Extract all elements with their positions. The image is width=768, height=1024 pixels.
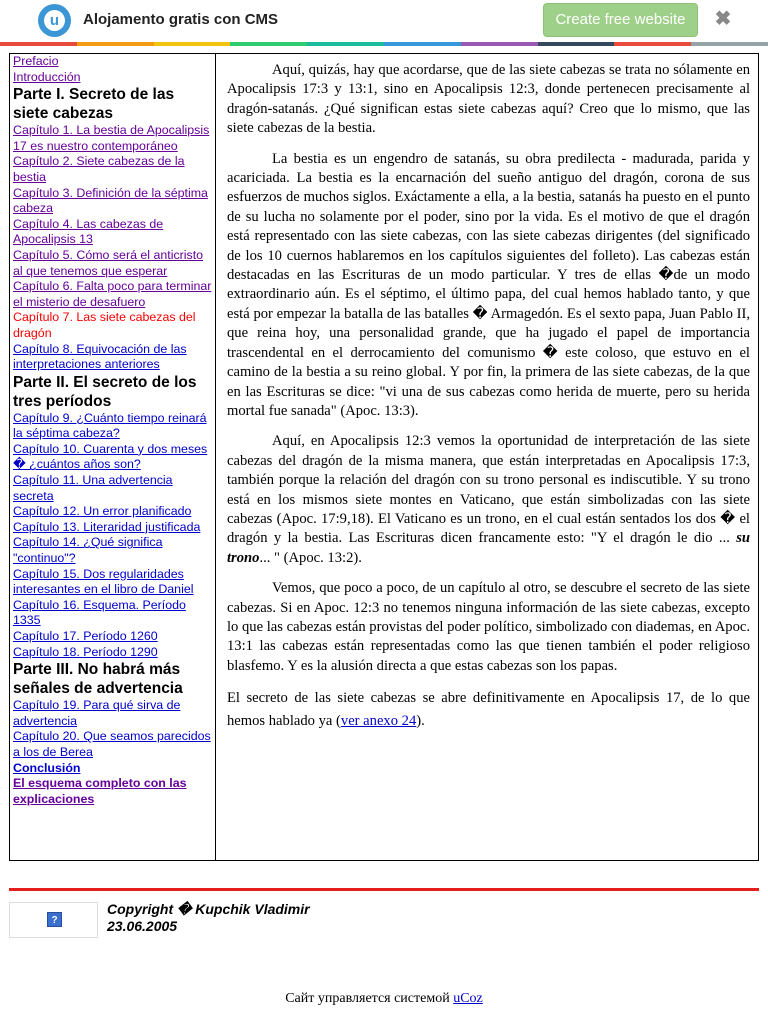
copyright-text: Copyright � Kupchik Vladimir [107, 901, 310, 917]
stripe-segment [307, 42, 384, 46]
paragraph-3 [227, 432, 750, 568]
close-icon[interactable]: ✖ [714, 8, 732, 30]
chapter-text [227, 61, 750, 744]
toc-prefacio[interactable]: Prefacio [13, 54, 59, 68]
toc-chapter-5[interactable]: Capítulo 5. Cómo será el anticristo al que tenemos que esperar [13, 247, 204, 278]
powered-by-ucoz [0, 990, 768, 1008]
stripe-segment [77, 42, 154, 46]
toc-chapter-9[interactable]: Capítulo 9. ¿Cuánto tiempo reinará la séptima cabeza? [13, 410, 207, 441]
toc-part-3-heading: Parte III. No habrá más señales de advertencia [13, 661, 183, 698]
logo-letter: u [44, 10, 65, 31]
paragraph-5-end: ). [416, 713, 425, 730]
paragraph-5-start: El secreto de las siete cabezas se abre definitivamente en Apocalipsis 17, de lo que hemos hablado ya ( [227, 690, 750, 730]
toc-chapter-18[interactable]: Capítulo 18. Período 1290 [13, 644, 158, 659]
copyright-block [107, 901, 310, 935]
toc-conclusion[interactable]: Conclusión [13, 760, 81, 775]
toc-chapter-7-current[interactable]: Capítulo 7. Las siete cabezas del dragón [13, 310, 196, 340]
toc-esquema-completo[interactable]: El esquema completo con las explicaciones [13, 776, 187, 806]
toc-chapter-12[interactable]: Capítulo 12. Un error planificado [13, 504, 192, 519]
ucoz-link[interactable]: uCoz [453, 991, 483, 1006]
toc-chapter-4[interactable]: Capítulo 4. Las cabezas de Apocalipsis 13 [13, 216, 164, 247]
toc-chapter-2[interactable]: Capítulo 2. Siete cabezas de la bestia [13, 154, 185, 184]
stripe-segment [384, 42, 461, 46]
toc-chapter-3[interactable]: Capítulo 3. Definición de la séptima cabeza [13, 185, 208, 216]
toc-introduccion[interactable]: Introducción [13, 69, 81, 84]
toc-chapter-17[interactable]: Capítulo 17. Período 1260 [13, 629, 158, 643]
counter-badge[interactable] [9, 902, 98, 938]
toc-chapter-11[interactable]: Capítulo 11. Una advertencia secreta [13, 473, 173, 503]
toc-chapter-1[interactable]: Capítulo 1. La bestia de Apocalipsis 17 es nuestro contemporáneo [13, 123, 210, 153]
toc-chapter-10[interactable]: Capítulo 10. Cuarenta y dos meses � ¿cuántos años son? [13, 441, 208, 472]
stripe-segment [154, 42, 231, 46]
stripe-segment [614, 42, 691, 46]
ucoz-logo-icon[interactable] [38, 4, 71, 37]
paragraph-3-end: ... " (Apoc. 13:2). [259, 549, 362, 566]
stripe-segment [538, 42, 615, 46]
broken-image-icon: ? [47, 912, 62, 927]
color-stripe [0, 42, 768, 46]
toc-chapter-6[interactable]: Capítulo 6. Falta poco para terminar el misterio de desafuero [13, 279, 212, 309]
stripe-segment [230, 42, 307, 46]
toc-chapter-19[interactable]: Capítulo 19. Para qué sirva de advertencia [13, 698, 181, 728]
toc-chapter-13[interactable]: Capítulo 13. Literaridad justificada [13, 519, 201, 534]
toc-part-2-heading: Parte II. El secreto de los tres períodos [13, 373, 197, 410]
powered-by-text: Сайт управляется системой [285, 991, 454, 1006]
toc-chapter-8[interactable]: Capítulo 8. Equivocación de las interpretaciones anteriores [13, 341, 187, 372]
toc-chapter-15[interactable]: Capítulo 15. Dos regularidades interesantes en el libro de Daniel [13, 566, 194, 597]
paragraph-4: Vemos, que poco a poco, de un capítulo al otro, se descubre el secreto de las siete cabezas. Si en Apoc. 12:3 no tenemos ninguna información de las siete cabezas, excepto lo que las cabezas están provistas del poder político, simbolizado con diademas, en Apoc. 13:1 las cabezas están representadas como las que tienen también el poder religioso blasfemo. Y es la alusión directa a que estas cabezas son los papas. [227, 580, 750, 674]
footer-divider [9, 888, 759, 891]
stripe-segment [691, 42, 768, 46]
stripe-segment [461, 42, 538, 46]
toc-chapter-20[interactable]: Capítulo 20. Que seamos parecidos a los de Berea [13, 729, 211, 759]
promo-title: Alojamento gratis con CMS [83, 11, 279, 28]
paragraph-1: Aquí, quizás, hay que acordarse, que de las siete cabezas se trata no sólamente en Apocalipsis 17:3 y 13:1, sino en Apocalipsis 12:3, donde pertenecen precisamente al dragón-satanás. ¿Qué significan estas siete cabezas aquí? Creo que lo mismo, que las siete cabezas de la bestia. [227, 62, 750, 137]
copyright-date: 23.06.2005 [107, 918, 178, 934]
main-frame [9, 53, 759, 861]
create-free-website-button[interactable]: Create free website [543, 3, 698, 37]
promo-bar [0, 0, 768, 42]
toc-chapter-14[interactable]: Capítulo 14. ¿Qué significa "continuo"? [13, 535, 163, 566]
paragraph-2: La bestia es un engendro de satanás, su obra predilecta - madurada, parida y acariciada. La bestia es la encarnación del sueño antiguo del dragón, corona de sus esfuerzos de muchos siglos. Exáctamente a ella, a la bestia, satanás ha puesto en el punto de su lucha no solamente por el poder, sino por la vida. Es el motivo de que el dragón está representado con las siete cabezas, con las siete cabezas dirigentes (del significado de los 10 cuernos hablaremos en los capítulos siguientes del folleto). Las cabezas están destacadas en las Escrituras de un modo particular. Y tres de ellas �de un modo extraordinario aún. Es el séptimo, el último papa, del cual hemos hablado tanto, y que está por empezar la batalla de las batalles � Armagedón. Es el sexto papa, Juan Pablo II, que reina hoy, una personalidad grande, que ha jugado el papel de importancia trascendental en el derrocamiento del comunismo � este coloso, que estuvo en el camino de la bestia a su reino global. Y por fin, la primera de las siete cabezas, de la que en las Escrituras se dice: "vi una de sus cabezas como herida de muerte, pero su herida mortal fue sanada" (Apoc. 13:3). [227, 150, 750, 419]
paragraph-5 [227, 687, 750, 733]
stripe-segment [0, 42, 77, 46]
paragraph-3-start: Aquí, en Apocalipsis 12:3 vemos la oportunidad de interpretación de las siete cabezas del dragón de la misma manera, que están interpretadas en Apocalipsis 17:3, también porque la relación del dragón con su trono personal es indiscutible. Y su trono está en los mismos siete montes en Vaticano, que están simbolizadas con las siete cabezas (Apoc. 17:9,18). El Vaticano es un trono, en el cual están sentados los dos � el dragón y la bestia. Las Escrituras dicen francamente esto: "Y el dragón le dio ... [227, 433, 750, 547]
toc-part-1-heading: Parte I. Secreto de las siete cabezas [13, 86, 175, 123]
toc-chapter-16[interactable]: Capítulo 16. Esquema. Período 1335 [13, 597, 186, 628]
table-of-contents [10, 54, 216, 860]
paragraph-3-emphasis: su trono [227, 530, 750, 566]
ver-anexo-24-link[interactable]: ver anexo 24 [340, 713, 417, 730]
